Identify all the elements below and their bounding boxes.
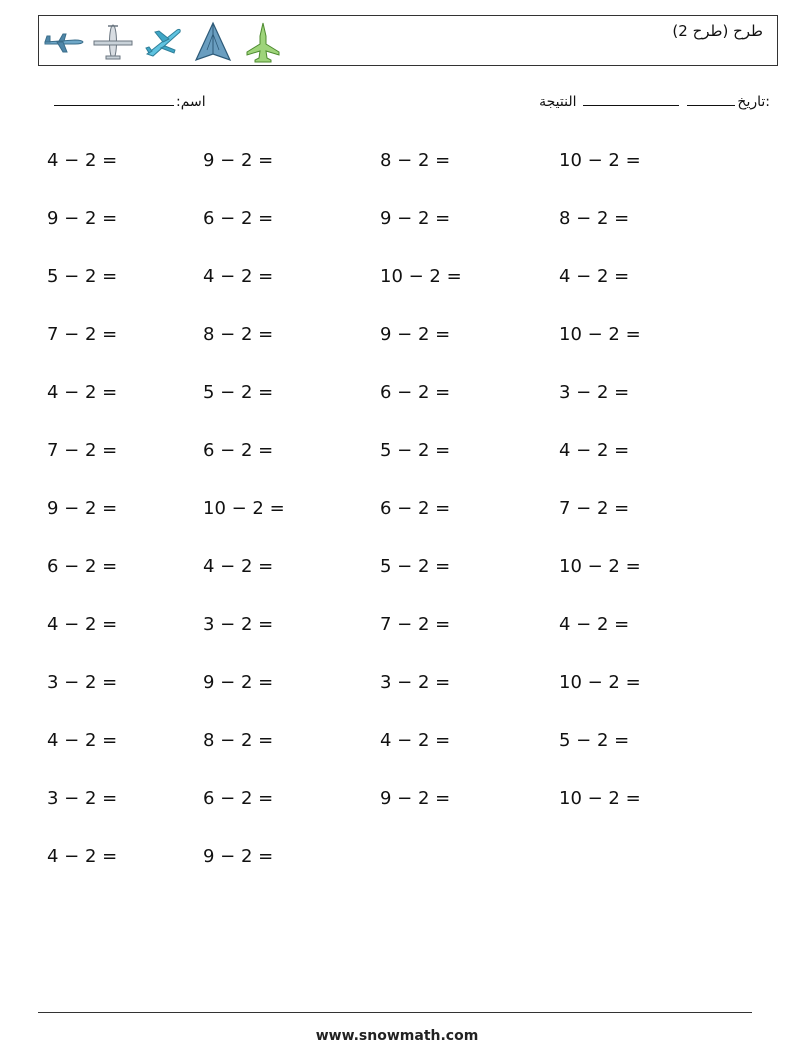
problem-item: 5 − 2 = xyxy=(203,382,274,403)
problem-item: 6 − 2 = xyxy=(47,556,118,577)
score-blank xyxy=(583,104,679,106)
problem-item: 9 − 2 = xyxy=(203,846,274,867)
problem-item: 5 − 2 = xyxy=(559,730,630,751)
score-label: النتيجة xyxy=(539,94,577,110)
problem-item: 5 − 2 = xyxy=(380,440,451,461)
header-box xyxy=(38,15,778,66)
footer-website: www.snowmath.com xyxy=(315,1028,479,1044)
problem-item: 4 − 2 = xyxy=(47,382,118,403)
problem-item: 10 − 2 = xyxy=(559,556,641,577)
problem-item: 9 − 2 = xyxy=(47,208,118,229)
problem-item: 6 − 2 = xyxy=(203,788,274,809)
problem-item: 4 − 2 = xyxy=(559,440,630,461)
problem-item: 10 − 2 = xyxy=(380,266,462,287)
problem-item: 10 − 2 = xyxy=(559,672,641,693)
problem-item: 9 − 2 = xyxy=(203,672,274,693)
stealth-bomber-icon xyxy=(191,20,235,64)
problem-item: 6 − 2 = xyxy=(203,440,274,461)
name-field xyxy=(52,94,206,110)
problem-item: 6 − 2 = xyxy=(380,382,451,403)
problem-item: 4 − 2 = xyxy=(559,266,630,287)
problem-item: 4 − 2 = xyxy=(47,730,118,751)
date-score-field xyxy=(539,94,770,110)
problem-item: 3 − 2 = xyxy=(47,788,118,809)
fighter-jet-icon xyxy=(241,20,285,64)
problem-item: 3 − 2 = xyxy=(380,672,451,693)
problem-item: 9 − 2 = xyxy=(380,208,451,229)
problem-item: 3 − 2 = xyxy=(559,382,630,403)
problem-item: 7 − 2 = xyxy=(559,498,630,519)
problem-item: 4 − 2 = xyxy=(380,730,451,751)
jet-icon xyxy=(141,20,185,64)
problem-item: 9 − 2 = xyxy=(380,788,451,809)
name-blank xyxy=(54,104,174,106)
problem-item: 9 − 2 = xyxy=(47,498,118,519)
problem-item: 4 − 2 = xyxy=(203,266,274,287)
page-title: طرح (طرح 2) xyxy=(672,22,763,40)
problem-item: 4 − 2 = xyxy=(47,614,118,635)
airliner-icon xyxy=(41,20,85,64)
problem-item: 8 − 2 = xyxy=(380,150,451,171)
airplane-icon-row xyxy=(39,16,285,67)
problem-item: 3 − 2 = xyxy=(47,672,118,693)
problem-item: 4 − 2 = xyxy=(47,150,118,171)
problem-item: 10 − 2 = xyxy=(559,150,641,171)
problem-item: 7 − 2 = xyxy=(47,440,118,461)
problem-item: 10 − 2 = xyxy=(559,324,641,345)
problem-item: 5 − 2 = xyxy=(47,266,118,287)
problem-item: 7 − 2 = xyxy=(47,324,118,345)
problem-item: 4 − 2 = xyxy=(559,614,630,635)
problem-item: 8 − 2 = xyxy=(559,208,630,229)
problem-item: 9 − 2 = xyxy=(203,150,274,171)
problem-item: 10 − 2 = xyxy=(559,788,641,809)
date-label: :تاريخ xyxy=(737,94,770,110)
problem-item: 6 − 2 = xyxy=(203,208,274,229)
problem-item: 8 − 2 = xyxy=(203,324,274,345)
name-label: :اسم xyxy=(176,94,206,110)
problem-item: 6 − 2 = xyxy=(380,498,451,519)
problem-item: 8 − 2 = xyxy=(203,730,274,751)
problem-item: 5 − 2 = xyxy=(380,556,451,577)
footer-divider xyxy=(38,1012,752,1013)
propeller-plane-icon xyxy=(91,20,135,64)
date-blank xyxy=(687,104,735,106)
problem-item: 9 − 2 = xyxy=(380,324,451,345)
problem-item: 4 − 2 = xyxy=(47,846,118,867)
problem-item: 10 − 2 = xyxy=(203,498,285,519)
problem-item: 3 − 2 = xyxy=(203,614,274,635)
problem-item: 7 − 2 = xyxy=(380,614,451,635)
problem-item: 4 − 2 = xyxy=(203,556,274,577)
